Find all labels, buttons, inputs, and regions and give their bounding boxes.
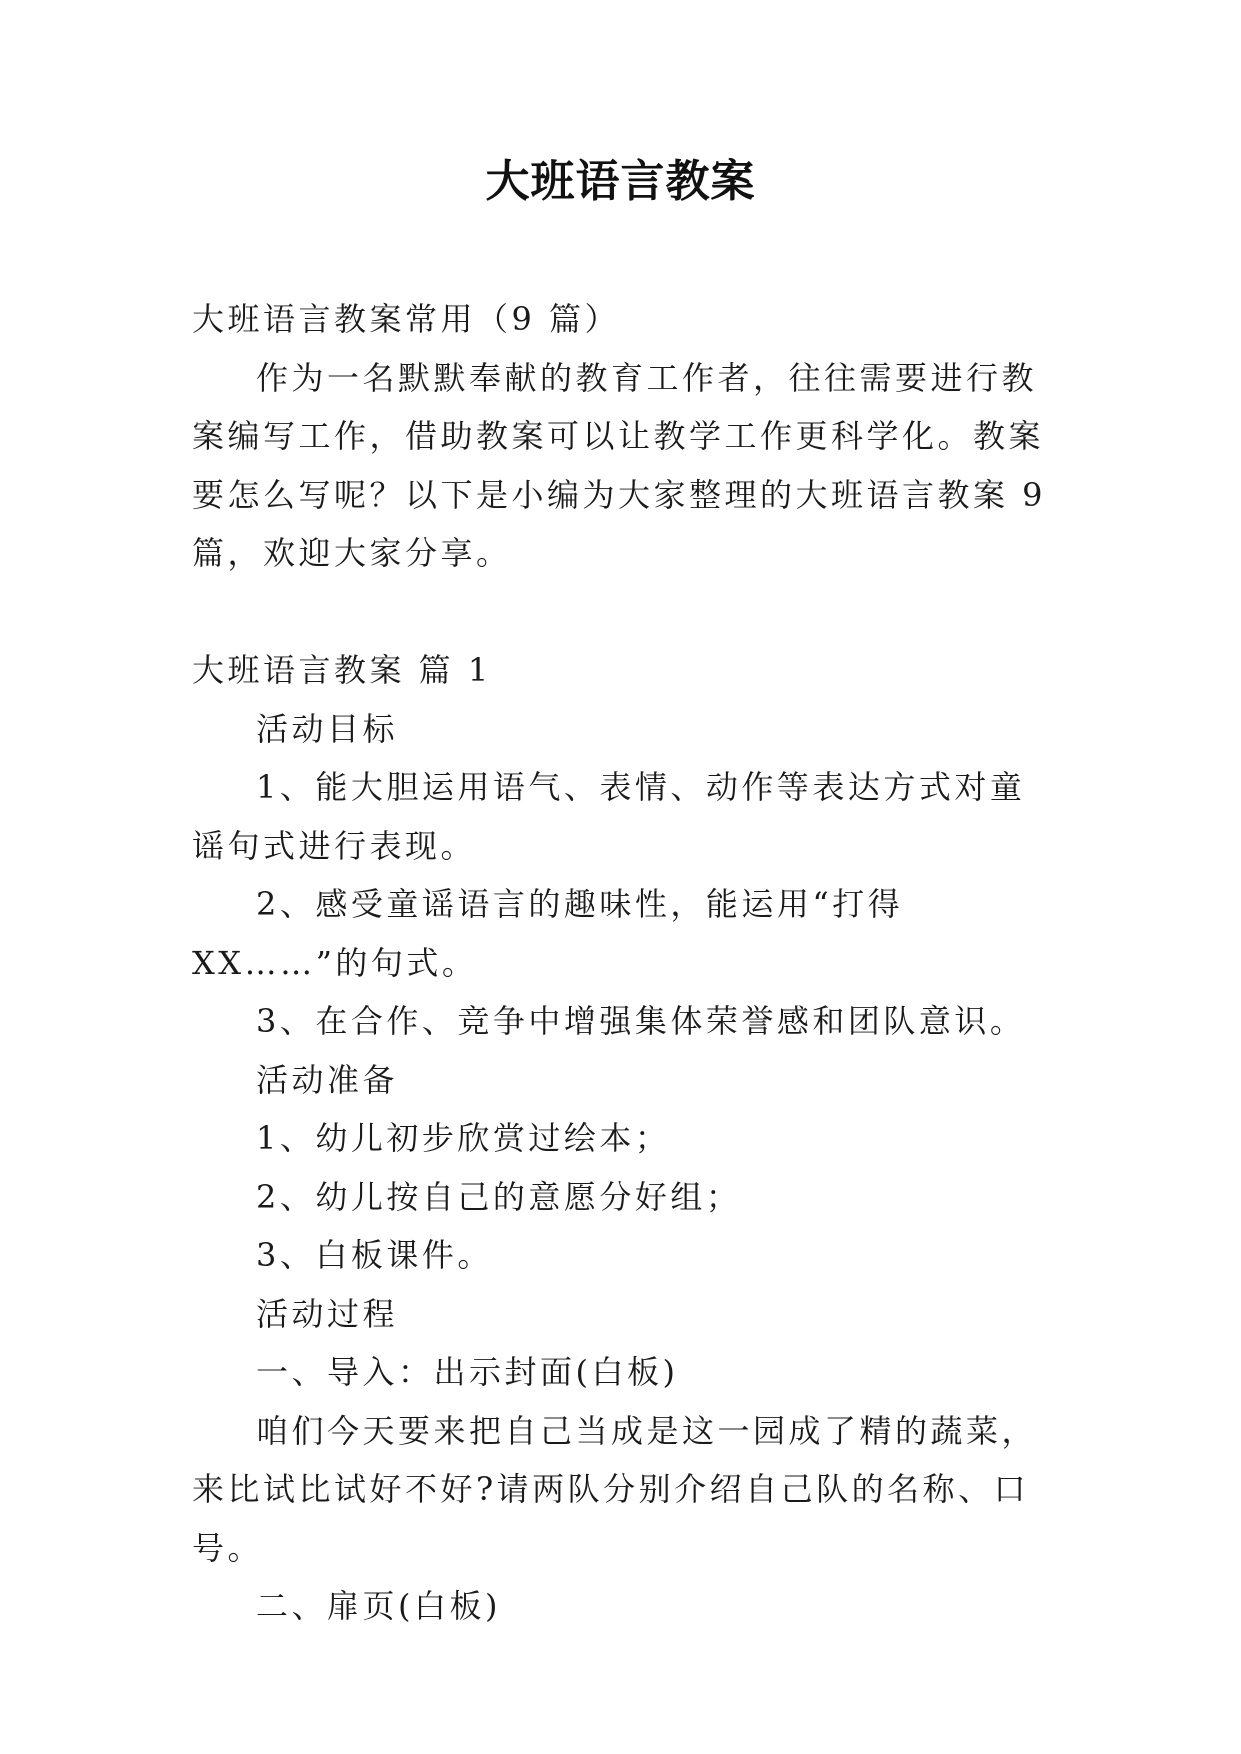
document-body — [192, 290, 1058, 1636]
goal-item: 3、在合作、竞争中增强集体荣誉感和团队意识。 — [256, 1002, 1026, 1040]
step-heading: 一、导入：出示封面(白板) — [256, 1353, 679, 1391]
step-paragraph: 咱们今天要来把自己当成是这一园成了精的蔬菜，来比试比试好不好?请两队分别介绍自己队的名称、口号。 — [192, 1411, 1038, 1567]
document-title: 大班语言教案 — [485, 156, 756, 207]
prep-item: 1、幼儿初步欣赏过绘本； — [256, 1119, 671, 1157]
goal-item: 1、能大胆运用语气、表情、动作等表达方式对童谣句式进行表现。 — [192, 768, 1026, 865]
section-heading: 大班语言教案 篇 1 — [192, 651, 492, 689]
step-heading: 二、扉页(白板) — [256, 1587, 501, 1625]
process-heading: 活动过程 — [256, 1294, 399, 1333]
prep-item: 3、白板课件。 — [256, 1236, 493, 1274]
prep-item: 2、幼儿按自己的意愿分好组； — [256, 1177, 742, 1216]
subtitle: 大班语言教案常用（9 篇） — [192, 300, 621, 338]
goals-heading: 活动目标 — [256, 709, 399, 748]
intro-paragraph: 作为一名默默奉献的教育工作者，往往需要进行教案编写工作，借助教案可以让教学工作更科学化。教案要怎么写呢？以下是小编为大家整理的大班语言教案 9 篇，欢迎大家分享。 — [192, 358, 1047, 572]
prep-heading: 活动准备 — [256, 1060, 399, 1099]
goal-item: 2、感受童谣语言的趣味性，能运用“打得 XX……”的句式。 — [192, 885, 904, 982]
paragraph-gap — [192, 583, 1058, 642]
